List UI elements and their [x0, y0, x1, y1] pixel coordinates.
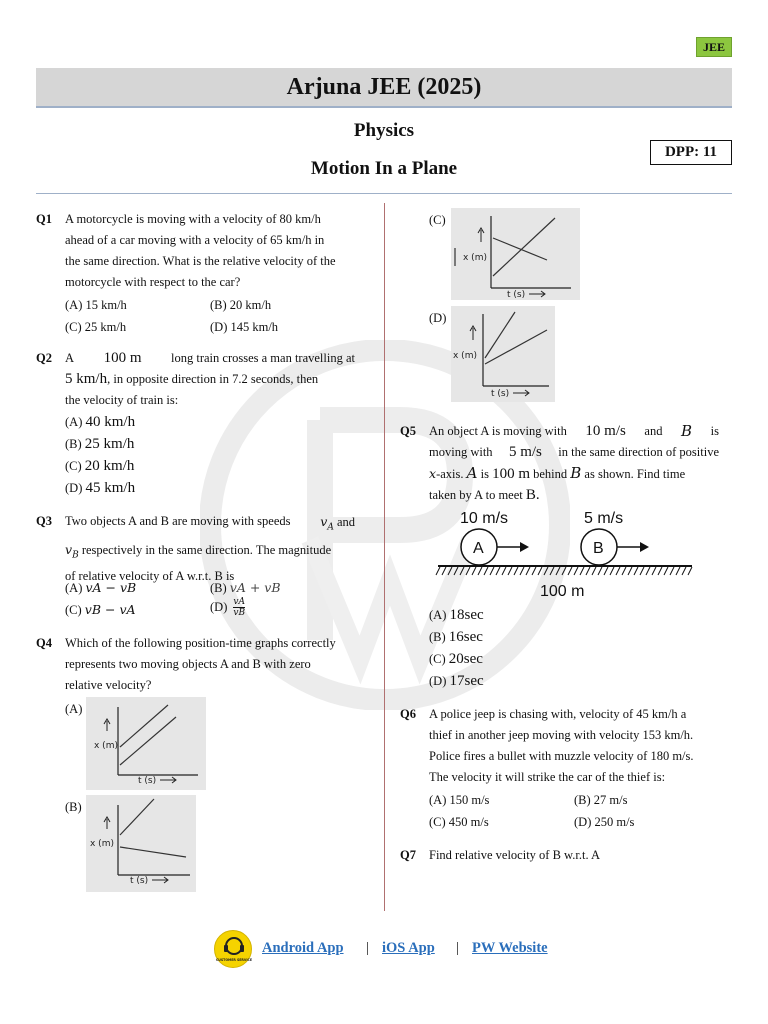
question-text-line: x-axis. A is 100 m behind B as shown. Find time — [429, 464, 686, 482]
axis-label-y: x (m) — [453, 351, 477, 361]
chapter-heading: Motion In a Plane — [310, 158, 458, 179]
question-text-line: $v_B$ respectively in the same direction. The magnitude — [65, 541, 332, 560]
question-4 — [36, 633, 356, 703]
object-b-label: B — [593, 540, 604, 557]
pw-website-link[interactable]: PW Website — [472, 940, 548, 956]
question-text-line: An object A is moving with 10 m/s and B is — [429, 422, 719, 440]
question-text-line: moving with 5 m/s in the same direction of positive — [429, 444, 719, 460]
question-3 — [36, 511, 356, 626]
question-7 — [400, 845, 722, 867]
question-text-line: motorcycle with respect to the car? — [65, 275, 241, 289]
option-b[interactable]: (B) 16sec — [429, 629, 483, 645]
question-text-line: thief in another jeep moving with velocity 153 km/h. — [429, 728, 694, 742]
distance-label: 100 m — [540, 583, 585, 600]
question-text-line: represents two moving objects A and B with zero — [65, 657, 311, 671]
option-c[interactable]: (C) 20 km/h — [65, 458, 135, 474]
question-number: Q4 — [36, 636, 52, 650]
option-d[interactable]: (D) 250 m/s — [574, 815, 635, 829]
option-b[interactable]: (B) 20 km/h — [210, 298, 272, 312]
dpp-box: DPP: 11 — [650, 140, 732, 165]
graph-option-d — [451, 306, 555, 402]
page-title: Arjuna JEE (2025) — [286, 73, 482, 100]
option-a[interactable]: (A) 40 km/h — [65, 414, 136, 430]
graph-option-c — [451, 208, 580, 300]
option-c[interactable]: (C) 450 m/s — [429, 815, 489, 829]
column-divider — [384, 203, 385, 911]
velocity-a-label: 10 m/s — [460, 510, 509, 527]
graph-option-a — [86, 697, 206, 790]
option-a[interactable]: (A) vA − vB — [65, 580, 137, 595]
question-number: Q1 — [36, 212, 52, 226]
android-app-link[interactable]: Android App — [262, 940, 344, 956]
question-text-line: 5 km/h, in opposite direction in 7.2 seconds, then — [65, 371, 319, 387]
option-d[interactable]: (D) 45 km/h — [65, 480, 136, 496]
question-text-line: the velocity of train is: — [65, 393, 179, 407]
option-a[interactable]: (A) 150 m/s — [429, 793, 490, 807]
option-c[interactable]: (C) vB − vA — [65, 602, 136, 617]
question-text-line: The velocity it will strike the car of the thief is: — [429, 770, 666, 784]
customer-service-logo — [214, 930, 252, 968]
question-text-line: A motorcycle is moving with a velocity of 80 km/h — [65, 212, 321, 226]
footer-separator: | — [366, 940, 369, 956]
option-c[interactable]: (C) 25 km/h — [65, 320, 127, 334]
axis-label-x: t (s) — [491, 389, 510, 399]
option-d[interactable]: (D) — [429, 311, 447, 325]
question-2 — [36, 348, 356, 498]
option-b[interactable]: (B) vA + vB — [210, 580, 281, 595]
ios-app-link[interactable]: iOS App — [382, 940, 435, 956]
axis-label-y: x (m) — [90, 839, 114, 849]
question-text-line: taken by A to meet B. — [429, 487, 540, 503]
question-text-line: of relative velocity of A w.r.t. B is — [65, 569, 235, 583]
option-d[interactable]: (D) 145 km/h — [210, 320, 279, 334]
question-text-line: the same direction. What is the relative velocity of the — [65, 254, 336, 268]
question-text-line: ahead of a car moving with a velocity of 65 km/h in — [65, 233, 325, 247]
footer-separator: | — [456, 940, 459, 956]
axis-label-x: t (s) — [138, 776, 157, 786]
question-text-line: Which of the following position-time graphs correctly — [65, 636, 336, 650]
option-b[interactable]: (B) 27 m/s — [574, 793, 628, 807]
question-6 — [400, 704, 722, 834]
graph-option-b — [86, 795, 196, 892]
object-a-label: A — [473, 540, 484, 557]
question-text-line: A 100 m long train crosses a man travelling at — [65, 350, 355, 366]
option-c[interactable]: (C) — [429, 213, 446, 227]
question-5 — [400, 421, 722, 511]
axis-label-x: t (s) — [130, 876, 149, 886]
option-c[interactable]: (C) 20sec — [429, 651, 483, 667]
axis-label-y: x (m) — [94, 741, 118, 751]
axis-label-y: x (m) — [463, 253, 487, 263]
header-rule — [36, 193, 732, 194]
question-text: Find relative velocity of B w.r.t. A — [429, 848, 601, 862]
question-number: Q2 — [36, 351, 52, 365]
question-text-line: relative velocity? — [65, 678, 152, 692]
velocity-b-label: 5 m/s — [584, 510, 624, 527]
svg-text:CUSTOMER SERVICE: CUSTOMER SERVICE — [215, 958, 253, 962]
option-a[interactable]: (A) — [65, 702, 83, 716]
subject-heading: Physics — [353, 120, 415, 141]
option-d[interactable]: (D) 17sec — [429, 673, 484, 689]
question-text-line: A police jeep is chasing with, velocity of 45 km/h a — [429, 707, 687, 721]
option-b[interactable]: (B) — [65, 800, 82, 814]
option-a[interactable]: (A) 15 km/h — [65, 298, 127, 312]
option-b[interactable]: (B) 25 km/h — [65, 436, 135, 452]
question-number: Q5 — [400, 424, 416, 438]
question-number: Q6 — [400, 707, 416, 721]
axis-label-x: t (s) — [507, 290, 526, 300]
question-number: Q3 — [36, 514, 52, 528]
question-1 — [36, 209, 356, 339]
q5-figure — [434, 506, 696, 602]
question-text-line: Two objects A and B are moving with speeds $v_A$ and — [65, 514, 355, 533]
option-d[interactable]: (D) vA vB — [210, 597, 246, 618]
title-bar — [36, 68, 732, 108]
question-number: Q7 — [400, 848, 416, 862]
jee-badge: JEE — [696, 37, 732, 57]
question-text-line: Police fires a bullet with muzzle velocity of 180 m/s. — [429, 749, 694, 763]
option-a[interactable]: (A) 18sec — [429, 607, 484, 623]
